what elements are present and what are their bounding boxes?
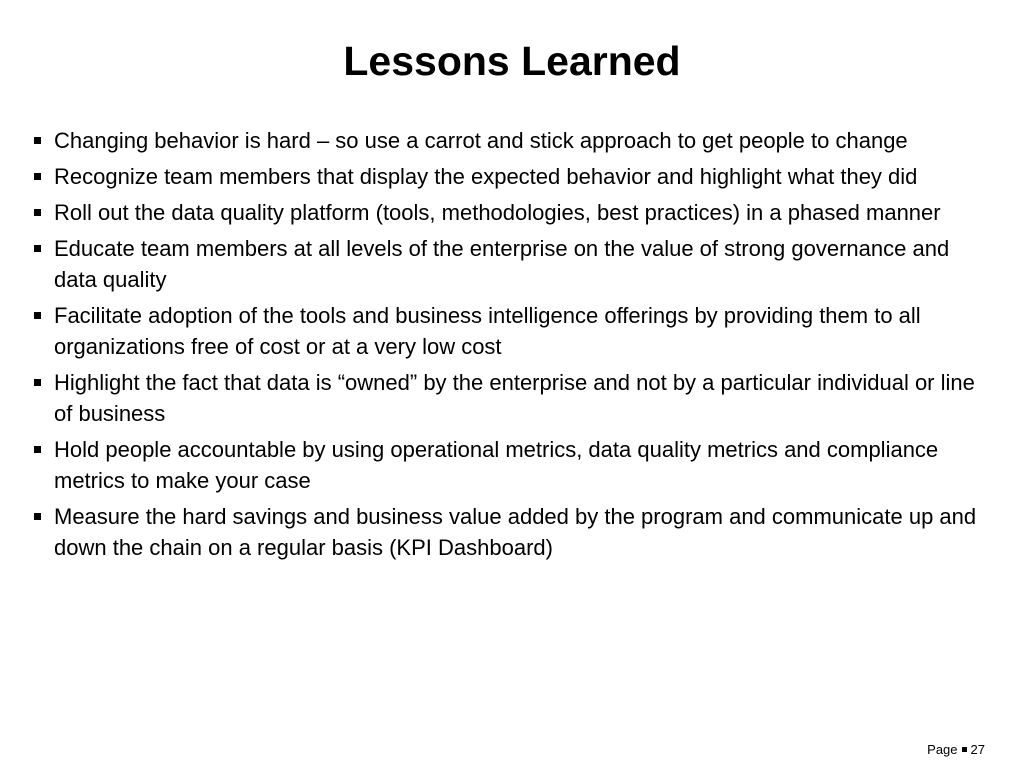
bullet-list	[30, 125, 980, 568]
square-bullet-icon	[34, 209, 41, 216]
square-bullet-icon	[34, 379, 41, 386]
bullet-item	[30, 367, 980, 429]
bullet-text: Measure the hard savings and business value added by the program and communicate up and down the chain on a regular basis (KPI Dashboard)	[54, 504, 977, 560]
bullet-item	[30, 125, 980, 156]
bullet-item	[30, 161, 980, 192]
bullet-text: Roll out the data quality platform (tools, methodologies, best practices) in a phased manner	[54, 200, 941, 225]
bullet-text: Recognize team members that display the expected behavior and highlight what they did	[54, 164, 918, 189]
page-footer	[927, 741, 985, 759]
square-bullet-icon	[34, 446, 41, 453]
square-bullet-icon	[34, 137, 41, 144]
bullet-text: Highlight the fact that data is “owned” by the enterprise and not by a particular individual or line of business	[54, 370, 975, 426]
bullet-text: Changing behavior is hard – so use a carrot and stick approach to get people to change	[54, 128, 908, 153]
bullet-text: Facilitate adoption of the tools and business intelligence offerings by providing them to all organizations free of cost or at a very low cost	[54, 303, 921, 359]
bullet-item	[30, 300, 980, 362]
bullet-item	[30, 501, 980, 563]
slide-title: Lessons Learned	[343, 38, 681, 84]
square-bullet-icon	[34, 173, 41, 180]
bullet-text: Educate team members at all levels of the enterprise on the value of strong governance and data quality	[54, 236, 950, 292]
square-bullet-icon	[34, 245, 41, 252]
square-bullet-icon	[34, 312, 41, 319]
square-bullet-icon	[34, 513, 41, 520]
bullet-text: Hold people accountable by using operational metrics, data quality metrics and compliance metrics to make your case	[54, 437, 939, 493]
square-separator-icon	[962, 747, 967, 752]
page-label: Page	[927, 742, 958, 757]
bullet-item	[30, 233, 980, 295]
bullet-item	[30, 197, 980, 228]
bullet-item	[30, 434, 980, 496]
page-number: 27	[970, 742, 985, 757]
